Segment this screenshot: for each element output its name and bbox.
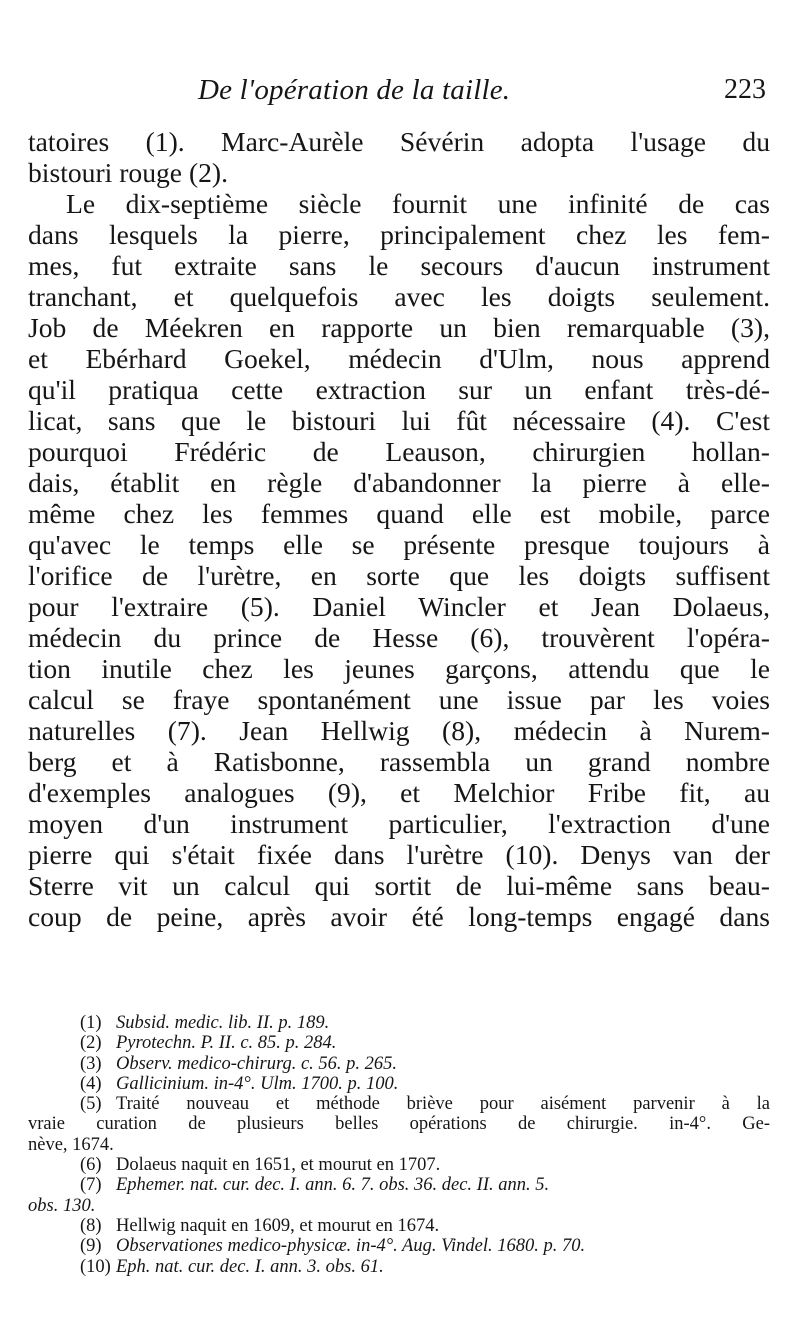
footnote-text: Observ. medico-chirurg. c. 56. p. 265.: [116, 1053, 398, 1074]
footnote-text: nève, 1674.: [28, 1134, 114, 1155]
text-line: même chez les femmes quand elle est mobile, parce: [28, 498, 770, 529]
footnote-text: Pyrotechn. P. II. c. 85. p. 284.: [116, 1033, 337, 1054]
text-line: l'orifice de l'urètre, en sorte que les doigts suffisent: [28, 560, 770, 591]
text-line: qu'avec le temps elle se présente presque toujours à: [28, 529, 770, 560]
text-line: licat, sans que le bistouri lui fût nécessaire (4). C'est: [28, 405, 770, 436]
footnote-mark: (5): [80, 1094, 102, 1115]
text-line: dais, établit en règle d'abandonner la pierre à elle-: [28, 467, 770, 498]
footnote: [80, 1054, 770, 1074]
text-line: calcul se fraye spontanément une issue par les voies: [28, 684, 770, 715]
text-line: Le dix-septième siècle fournit une infinité de cas: [66, 188, 770, 219]
text-line: naturelles (7). Jean Hellwig (8), médecin à Nurem-: [28, 715, 770, 746]
text-line: pour l'extraire (5). Daniel Wincler et Jean Dolaeus,: [28, 591, 770, 622]
footnote-mark: (3): [80, 1053, 102, 1074]
text-line: tion inutile chez les jeunes garçons, attendu que le: [28, 653, 770, 684]
text-line: et Ebérhard Goekel, médecin d'Ulm, nous apprend: [28, 343, 770, 374]
text-line: pourquoi Frédéric de Leauson, chirurgien hollan-: [28, 436, 770, 467]
footnote-mark: (2): [80, 1033, 102, 1054]
footnote: [80, 1074, 770, 1094]
footnote-text: Eph. nat. cur. dec. I. ann. 3. obs. 61.: [116, 1256, 384, 1277]
footnote-continuation: [28, 1196, 770, 1216]
footnote-text: Observationes medico-physicæ. in-4°. Aug. Vindel. 1680. p. 70.: [116, 1236, 586, 1257]
footnote-text: Ephemer. nat. cur. dec. I. ann. 6. 7. obs. 36. dec. II. ann. 5.: [116, 1175, 550, 1196]
footnotes: [28, 1013, 770, 1277]
footnote-mark: (8): [80, 1215, 102, 1236]
footnote: [80, 1033, 770, 1053]
running-title: De l'opération de la taille.: [198, 74, 511, 106]
footnote: [80, 1175, 770, 1195]
footnote-text: obs. 130.: [28, 1195, 96, 1216]
text-line: tranchant, et quelquefois avec les doigts seulement.: [28, 281, 770, 312]
text-line: moyen d'un instrument particulier, l'extraction d'une: [28, 808, 770, 839]
footnote-text: Hellwig naquit en 1609, et mourut en 1674.: [116, 1215, 440, 1236]
text-line: bistouri rouge (2).: [28, 157, 229, 188]
footnote: [80, 1155, 770, 1175]
text-line: qu'il pratiqua cette extraction sur un enfant très-dé-: [28, 374, 770, 405]
text-line: coup de peine, après avoir été long-temps engagé dans: [28, 901, 770, 932]
footnote-mark: (4): [80, 1073, 102, 1094]
footnote: [80, 1236, 770, 1256]
text-line: médecin du prince de Hesse (6), trouvèrent l'opéra-: [28, 622, 770, 653]
footnote-mark: (7): [80, 1175, 102, 1196]
footnote-mark: (9): [80, 1236, 102, 1257]
footnote-continuation: [28, 1135, 770, 1155]
footnote-mark: (6): [80, 1155, 102, 1176]
footnote-continuation: [28, 1114, 770, 1134]
text-line: Sterre vit un calcul qui sortit de lui-même sans beau-: [28, 870, 770, 901]
footnote: [80, 1013, 770, 1033]
footnote: [80, 1094, 770, 1114]
text-line: tatoires (1). Marc-Aurèle Sévérin adopta l'usage du: [28, 126, 770, 157]
footnote-text: Subsid. medic. lib. II. p. 189.: [116, 1013, 330, 1033]
text-line: pierre qui s'était fixée dans l'urètre (10). Denys van der: [28, 839, 770, 870]
text-line: d'exemples analogues (9), et Melchior Fribe fit, au: [28, 777, 770, 808]
page-number: 223: [724, 74, 766, 105]
footnote-text: Traité nouveau et méthode briève pour aisément parvenir à la: [116, 1094, 770, 1115]
text-line: dans lesquels la pierre, principalement chez les fem-: [28, 219, 770, 250]
footnote-mark: (1): [80, 1013, 102, 1033]
footnote-text: Gallicinium. in-4°. Ulm. 1700. p. 100.: [116, 1073, 399, 1094]
main-text: [28, 126, 770, 932]
footnote-mark: (10): [80, 1256, 111, 1277]
page-header: [28, 70, 768, 110]
footnote-text: Dolaeus naquit en 1651, et mourut en 1707.: [116, 1155, 441, 1176]
text-line: Job de Méekren en rapporte un bien remarquable (3),: [28, 312, 770, 343]
footnote: [80, 1216, 770, 1236]
footnote: [80, 1257, 770, 1277]
text-line: berg et à Ratisbonne, rassembla un grand nombre: [28, 746, 770, 777]
text-line: mes, fut extraite sans le secours d'aucun instrument: [28, 250, 770, 281]
footnote-text: vraie curation de plusieurs belles opérations de chirurgie. in-4°. Ge-: [28, 1114, 770, 1135]
